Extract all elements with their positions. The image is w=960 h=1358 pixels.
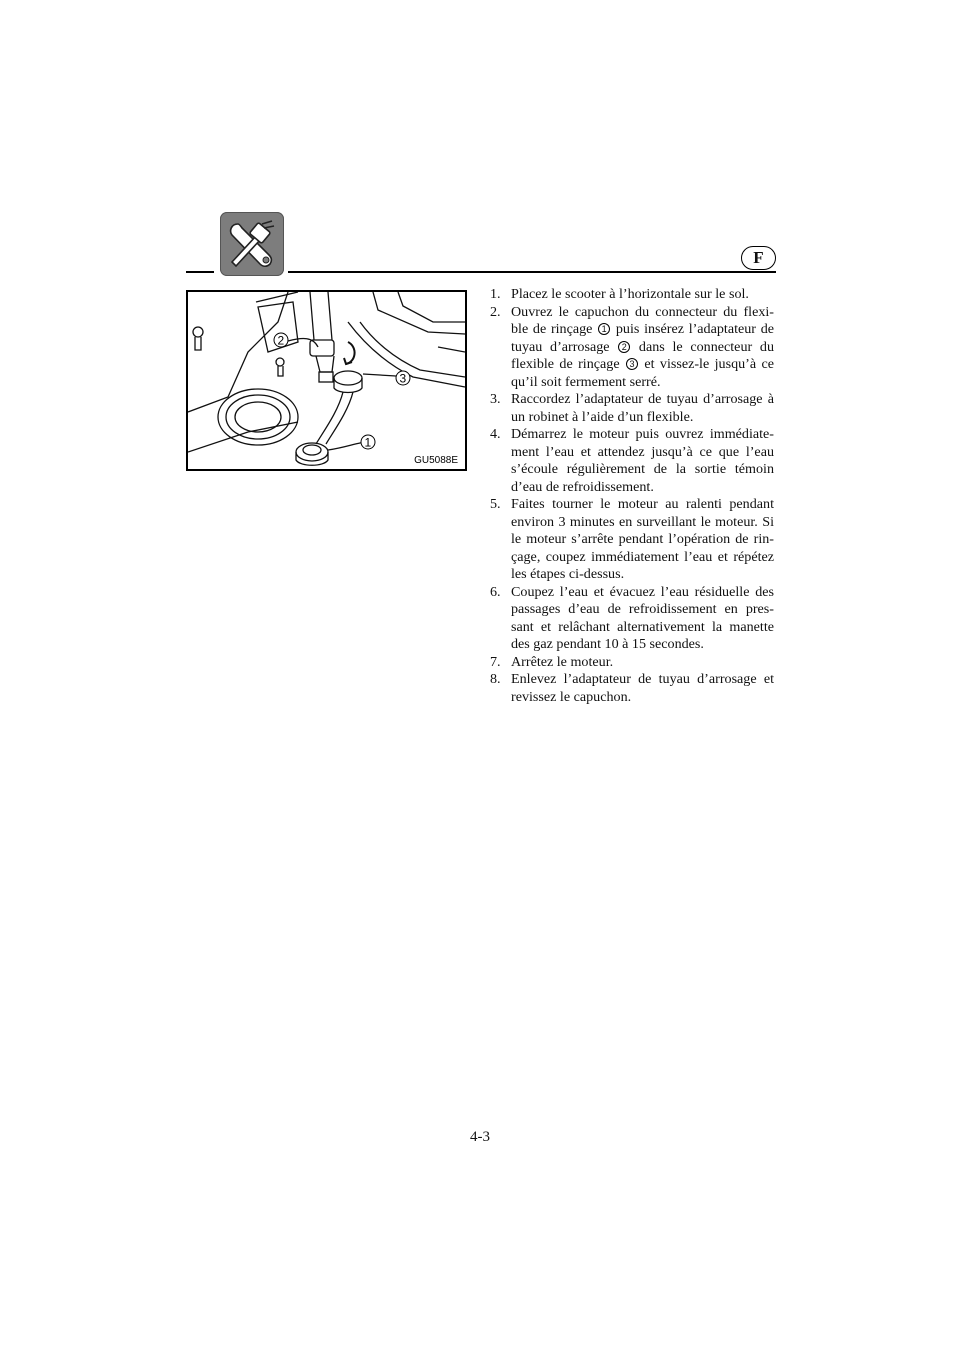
rinse-connector-illustration [188, 292, 465, 469]
step-text: et vissez-le jusqu’à ce qu’il soit fermement serré. [511, 356, 775, 390]
step-item [490, 426, 774, 496]
callout-ref: 1 [598, 323, 610, 335]
step-item [490, 654, 774, 672]
step-text: Faites tourner le moteur au ralenti pendant environ 3 minutes en surveillant le moteur. Si le moteur s’arrête pendant l’opération de rin-çage, coupez immédiatement l’eau et répétez les étapes ci-dessus. [511, 496, 774, 582]
header-rule-right [288, 271, 776, 273]
step-item [490, 671, 774, 706]
step-item [490, 304, 774, 392]
step-number: 2. [490, 303, 501, 320]
step-text: Arrêtez le moteur. [511, 653, 614, 670]
step-number: 7. [490, 653, 501, 670]
procedure-steps [490, 286, 774, 706]
step-number: 3. [490, 391, 501, 407]
step-text: Enlevez l’adaptateur de tuyau d’arrosage et revissez le capuchon. [511, 671, 774, 705]
step-number: 4. [490, 426, 501, 442]
callout-1: 1 [364, 435, 372, 450]
step-text: Ouvrez le capuchon du connecteur du flexi-ble de rinçage [511, 303, 774, 337]
step-text: Raccordez l’adaptateur de tuyau d’arrosage à un robinet à l’aide d’un flexible. [511, 391, 774, 425]
step-item [490, 496, 774, 584]
step-number: 5. [490, 496, 501, 512]
step-text: puis insérez l’adaptateur de tuyau d’arrosage [511, 321, 775, 355]
step-text: Coupez l’eau et évacuez l’eau résiduelle des passages d’eau de refroidissement en pres-sant et relâchant alternativement la manette des gaz pendant 10 à 15 secondes. [511, 583, 774, 652]
callout-ref: 2 [618, 341, 630, 353]
step-item [490, 286, 774, 304]
rinse-connector-figure [186, 290, 467, 471]
step-text: Placez le scooter à l’horizontale sur le sol. [511, 286, 749, 302]
step-number: 1. [490, 286, 501, 302]
step-number: 6. [490, 583, 501, 600]
figure-code: GU5088E [414, 455, 458, 466]
step-item [490, 584, 774, 654]
step-text: dans le connecteur du flexible de rinçage [511, 338, 774, 372]
page-number: 4-3 [470, 1129, 490, 1145]
callout-ref: 3 [626, 358, 638, 370]
step-number: 8. [490, 671, 501, 687]
tools-icon [220, 212, 284, 276]
header-rule-left [186, 271, 214, 273]
callout-3: 3 [399, 371, 407, 386]
language-badge: F [741, 246, 776, 270]
step-item [490, 391, 774, 426]
callout-2: 2 [277, 333, 285, 348]
step-text: Démarrez le moteur puis ouvrez immédiate-ment l’eau et attendez jusqu’à ce que l’eau s’écoule régulièrement de la sortie témoin d’eau de refroidissement. [511, 426, 774, 495]
